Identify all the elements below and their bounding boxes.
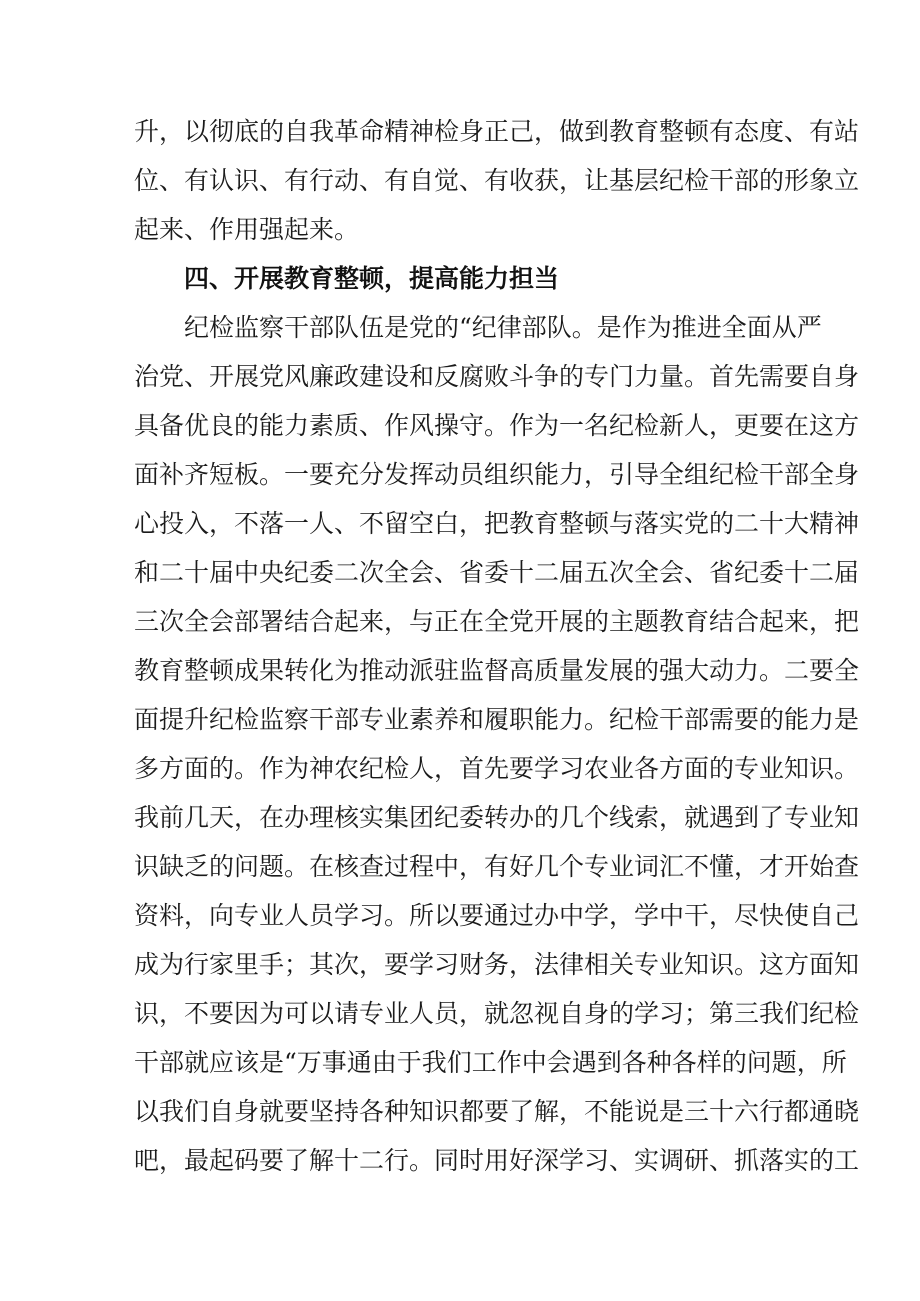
paragraph-line: 纪检监察干部队伍是党的“纪律部队。是作为推进全面从严 bbox=[184, 313, 822, 342]
paragraph-line: 三次全会部署结合起来，与正在全党开展的主题教育结合起来，把 bbox=[134, 607, 860, 636]
paragraph-line: 我前几天，在办理核实集团纪委转办的几个线索，就遇到了专业知 bbox=[134, 803, 860, 832]
section-heading: 四、开展教育整顿，提高能力担当 bbox=[184, 264, 560, 293]
paragraph-line: 教育整顿成果转化为推动派驻监督高质量发展的强大动力。二要全 bbox=[134, 656, 860, 685]
paragraph-line: 成为行家里手；其次，要学习财务，法律相关专业知识。这方面知 bbox=[134, 950, 860, 979]
paragraph-line: 和二十届中央纪委二次全会、省委十二届五次全会、省纪委十二届 bbox=[134, 558, 860, 587]
paragraph-line: 心投入，不落一人、不留空白，把教育整顿与落实党的二十大精神 bbox=[134, 509, 860, 538]
text-line: 起来、作用强起来。 bbox=[134, 215, 360, 244]
paragraph-line: 以我们自身就要坚持各种知识都要了解，不能说是三十六行都通晓 bbox=[134, 1097, 860, 1126]
paragraph-line: 面补齐短板。一要充分发挥动员组织能力，引导全组纪检干部全身 bbox=[134, 460, 860, 489]
text-line: 位、有认识、有行动、有自觉、有收获，让基层纪检干部的形象立 bbox=[134, 166, 860, 195]
paragraph-line: 识，不要因为可以请专业人员，就忽视自身的学习；第三我们纪检 bbox=[134, 999, 860, 1028]
paragraph-line: 多方面的。作为神农纪检人，首先要学习农业各方面的专业知识。 bbox=[134, 754, 860, 783]
paragraph-line: 资料，向专业人员学习。所以要通过办中学，学中干，尽快使自己 bbox=[134, 901, 860, 930]
paragraph-line: 识缺乏的问题。在核查过程中，有好几个专业词汇不懂，才开始查 bbox=[134, 852, 860, 881]
paragraph-line: 具备优良的能力素质、作风操守。作为一名纪检新人，更要在这方 bbox=[134, 411, 860, 440]
paragraph-line: 干部就应该是“万事通由于我们工作中会遇到各种各样的问题，所 bbox=[134, 1048, 847, 1077]
paragraph-line: 治党、开展党风廉政建设和反腐败斗争的专门力量。首先需要自身 bbox=[134, 362, 860, 391]
paragraph-line: 面提升纪检监察干部专业素养和履职能力。纪检干部需要的能力是 bbox=[134, 705, 860, 734]
paragraph-line: 吧，最起码要了解十二行。同时用好深学习、实调研、抓落实的工 bbox=[134, 1146, 860, 1175]
text-line: 升，以彻底的自我革命精神检身正己，做到教育整顿有态度、有站 bbox=[134, 117, 860, 146]
